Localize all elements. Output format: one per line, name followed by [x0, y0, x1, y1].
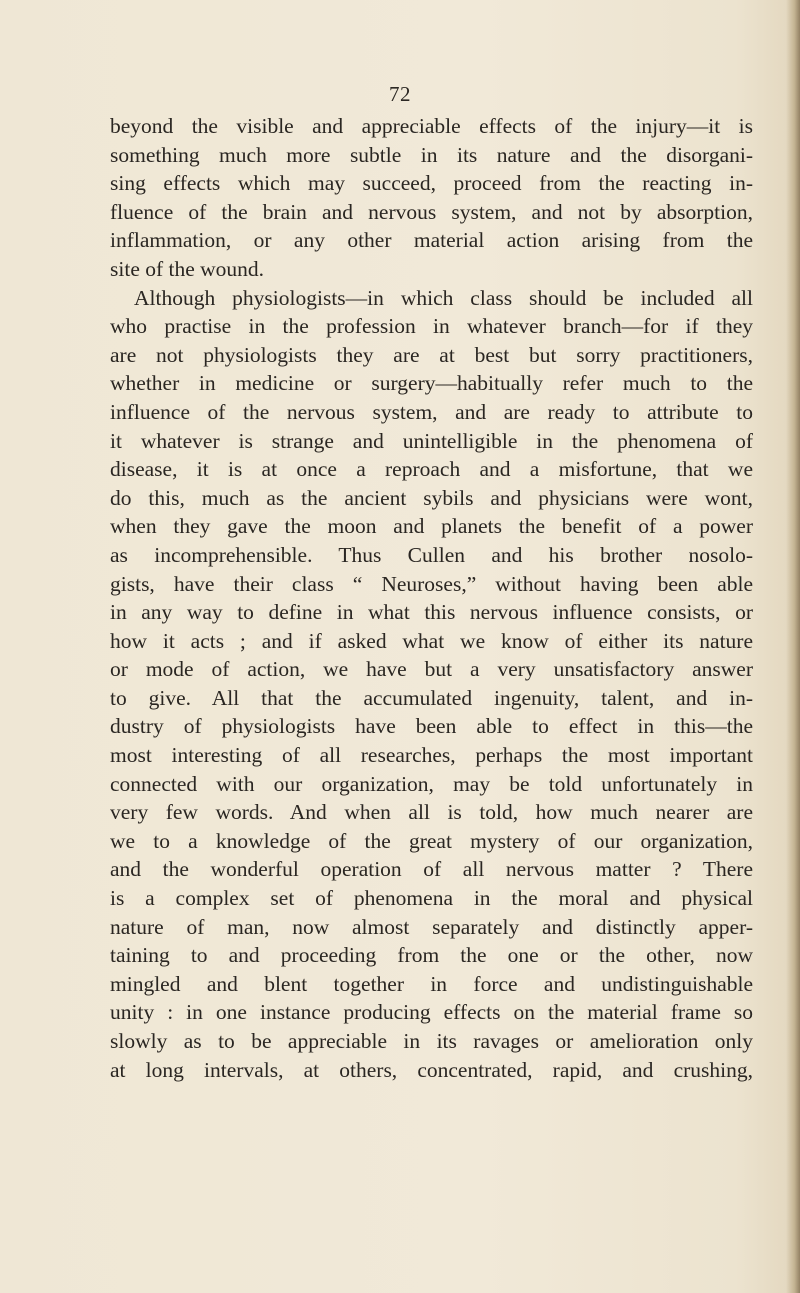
text-line: or mode of action, we have but a very unsatisfactory answer	[110, 657, 753, 682]
text-line: gists, have their class “ Neuroses,” without having been able	[110, 571, 753, 596]
text-line: who practise in the profession in whatever branch—for if they	[110, 314, 753, 339]
text-line: unity : in one instance producing effects on the material frame so	[110, 1000, 753, 1025]
text-line: influence of the nervous system, and are ready to attribute to	[110, 399, 753, 424]
text-line: do this, much as the ancient sybils and physicians were wont,	[110, 485, 753, 510]
page-number: 72	[389, 82, 411, 106]
text-line: at long intervals, at others, concentrated, rapid, and crushing,	[110, 1057, 753, 1082]
text-line: as incomprehensible. Thus Cullen and his brother nosolo-	[110, 542, 753, 567]
text-line: site of the wound.	[110, 256, 265, 281]
text-line: fluence of the brain and nervous system, and not by absorption,	[110, 199, 753, 224]
text-line: Although physiologists—in which class should be included all	[134, 285, 753, 310]
text-line: how it acts ; and if asked what we know of either its nature	[110, 628, 753, 653]
text-line: to give. All that the accumulated ingenuity, talent, and in-	[110, 685, 753, 710]
page-edge-shadow	[786, 0, 800, 1293]
text-line: disease, it is at once a reproach and a misfortune, that we	[110, 457, 753, 482]
text-line: in any way to define in what this nervous influence consists, or	[110, 600, 753, 625]
text-line: sing effects which may succeed, proceed from the reacting in-	[110, 171, 753, 196]
text-line: connected with our organization, may be told unfortunately in	[110, 771, 753, 796]
text-line: very few words. And when all is told, how much nearer are	[110, 800, 753, 825]
text-line: nature of man, now almost separately and distinctly apper-	[110, 914, 753, 939]
text-line: when they gave the moon and planets the benefit of a power	[110, 514, 753, 539]
text-line: most interesting of all researches, perhaps the most important	[110, 743, 753, 768]
text-line: it whatever is strange and unintelligible in the phenomena of	[110, 428, 753, 453]
text-line: and the wonderful operation of all nervous matter ? There	[110, 857, 753, 882]
text-line: taining to and proceeding from the one or the other, now	[110, 943, 753, 968]
text-line: is a complex set of phenomena in the moral and physical	[110, 886, 753, 911]
text-line: inflammation, or any other material action arising from the	[110, 228, 753, 253]
text-line: whether in medicine or surgery—habitually refer much to the	[110, 371, 753, 396]
text-line: something much more subtle in its nature and the disorgani-	[110, 142, 753, 167]
body-text	[110, 112, 753, 1084]
text-line: slowly as to be appreciable in its ravages or amelioration only	[110, 1029, 753, 1053]
text-line: are not physiologists they are at best but sorry practitioners,	[110, 342, 753, 367]
text-line: beyond the visible and appreciable effects of the injury—it is	[110, 114, 753, 138]
text-line: we to a knowledge of the great mystery of our organization,	[110, 828, 753, 853]
text-line: dustry of physiologists have been able to effect in this—the	[110, 714, 753, 739]
text-line: mingled and blent together in force and undistinguishable	[110, 971, 753, 996]
